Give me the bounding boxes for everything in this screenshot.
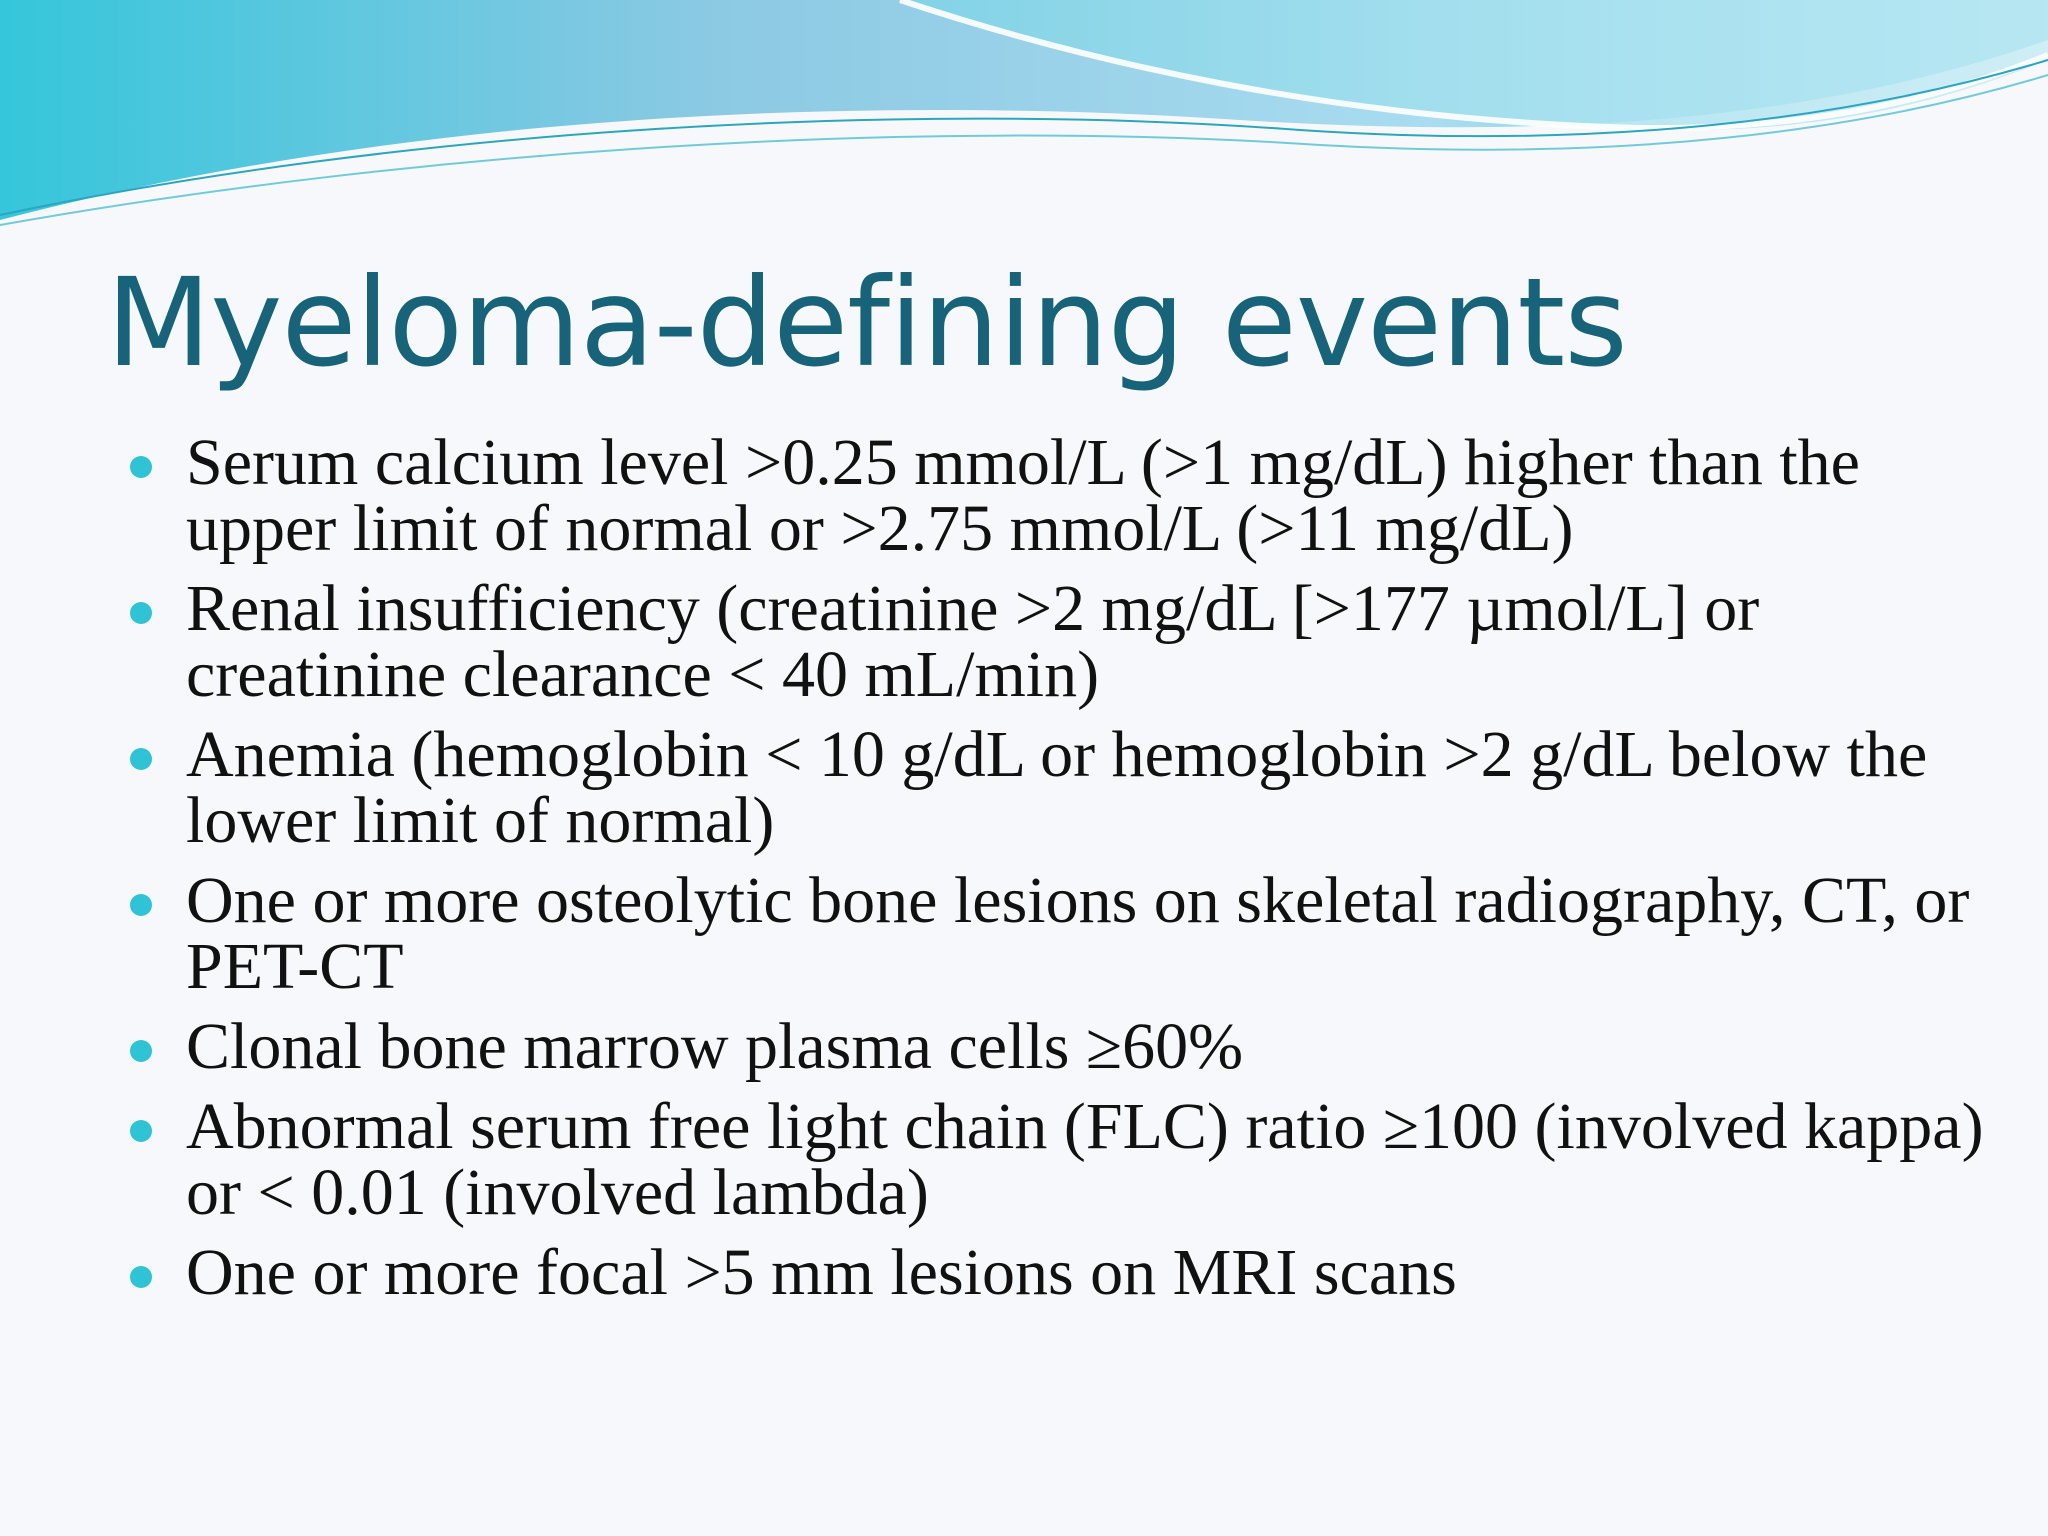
bullet-item (126, 572, 2006, 711)
bullet-item (126, 718, 2006, 857)
bullet-dot-icon (130, 1040, 152, 1062)
bullet-item (126, 1010, 2006, 1083)
bullet-item (126, 426, 2006, 565)
bullet-dot-icon (130, 456, 152, 478)
bullet-list (126, 426, 2006, 1320)
bullet-item (126, 864, 2006, 1003)
bullet-text: Abnormal serum free light chain (FLC) ratio ≥100 (involved kappa) or < 0.01 (involved lambda) (186, 1090, 1984, 1229)
slide-title: Myeloma-defining events (106, 252, 1627, 394)
bullet-text: Anemia (hemoglobin < 10 g/dL or hemoglobin >2 g/dL below the lower limit of normal) (186, 718, 1928, 857)
bullet-dot-icon (130, 894, 152, 916)
bullet-text: Clonal bone marrow plasma cells ≥60% (186, 1010, 1244, 1083)
bullet-dot-icon (130, 602, 152, 624)
bullet-dot-icon (130, 748, 152, 770)
bullet-text: Renal insufficiency (creatinine >2 mg/dL [>177 µmol/L] or creatinine clearance < 40 mL/min) (186, 572, 1760, 711)
bullet-text: Serum calcium level >0.25 mmol/L (>1 mg/dL) higher than the upper limit of normal or >2.75 mmol/L (>11 mg/dL) (186, 426, 1860, 565)
bullet-dot-icon (130, 1266, 152, 1288)
header-wave-decoration (0, 0, 2048, 240)
bullet-item (126, 1236, 2006, 1309)
bullet-text: One or more osteolytic bone lesions on skeletal radiography, CT, or PET-CT (186, 864, 1970, 1003)
bullet-text: One or more focal >5 mm lesions on MRI scans (186, 1236, 1457, 1309)
bullet-item (126, 1090, 2006, 1229)
bullet-dot-icon (130, 1120, 152, 1142)
